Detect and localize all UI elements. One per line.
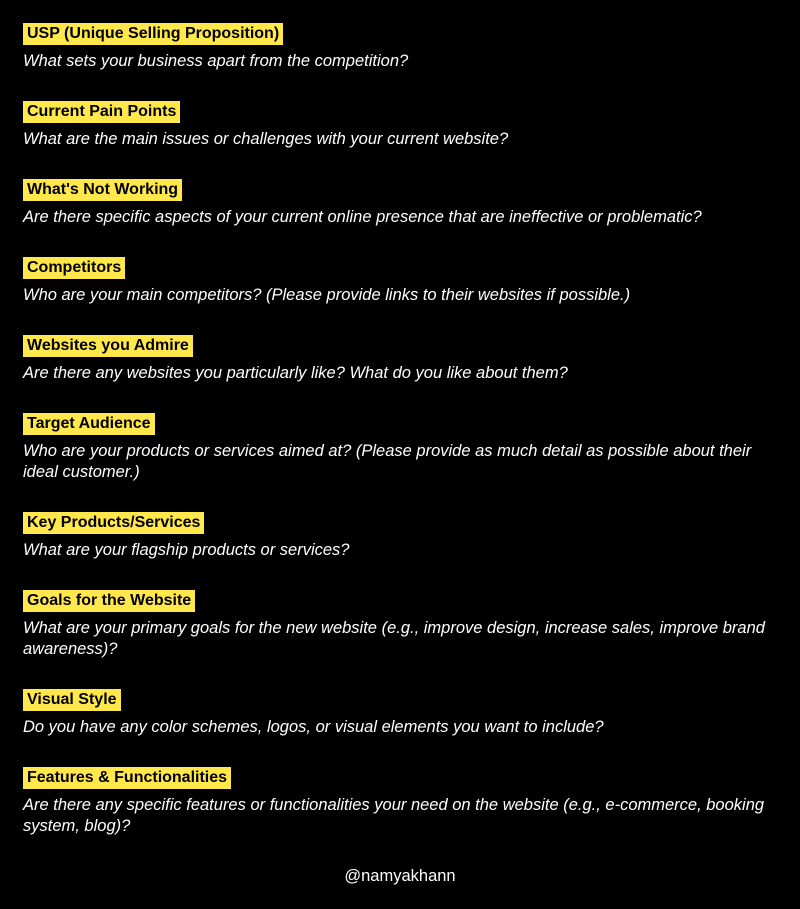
section-current-pain-points <box>23 101 773 150</box>
section-heading: Key Products/Services <box>23 512 204 534</box>
section-competitors <box>23 257 773 306</box>
section-heading: Competitors <box>23 257 125 279</box>
section-heading: USP (Unique Selling Proposition) <box>23 23 283 45</box>
section-heading: Target Audience <box>23 413 155 435</box>
section-question: Are there any specific features or functionalities your need on the website (e.g., e-commerce, booking system, blog)? <box>23 796 765 835</box>
section-heading: What's Not Working <box>23 179 182 201</box>
section-question: What are your flagship products or services? <box>23 541 350 559</box>
section-target-audience <box>23 413 773 483</box>
section-question: Are there any websites you particularly like? What do you like about them? <box>23 364 568 382</box>
section-question: Do you have any color schemes, logos, or visual elements you want to include? <box>23 718 604 736</box>
section-question: Who are your main competitors? (Please provide links to their websites if possible.) <box>23 286 631 304</box>
section-heading: Current Pain Points <box>23 101 180 123</box>
section-whats-not-working <box>23 179 773 228</box>
section-heading: Websites you Admire <box>23 335 193 357</box>
section-heading: Features & Functionalities <box>23 767 231 789</box>
section-features-functionalities <box>23 767 773 837</box>
section-question: Are there specific aspects of your current online presence that are ineffective or problematic? <box>23 208 702 226</box>
section-question: What are your primary goals for the new website (e.g., improve design, increase sales, improve brand awareness)? <box>23 619 765 658</box>
section-visual-style <box>23 689 773 738</box>
section-websites-you-admire <box>23 335 773 384</box>
section-usp <box>23 23 773 72</box>
section-heading: Goals for the Website <box>23 590 195 612</box>
section-goals-for-the-website <box>23 590 773 660</box>
section-heading: Visual Style <box>23 689 121 711</box>
section-key-products-services <box>23 512 773 561</box>
author-handle: @namyakhann <box>344 867 456 885</box>
section-question: What are the main issues or challenges with your current website? <box>23 130 509 148</box>
section-question: What sets your business apart from the competition? <box>23 52 409 70</box>
section-question: Who are your products or services aimed at? (Please provide as much detail as possible about their ideal customer.) <box>23 442 752 481</box>
